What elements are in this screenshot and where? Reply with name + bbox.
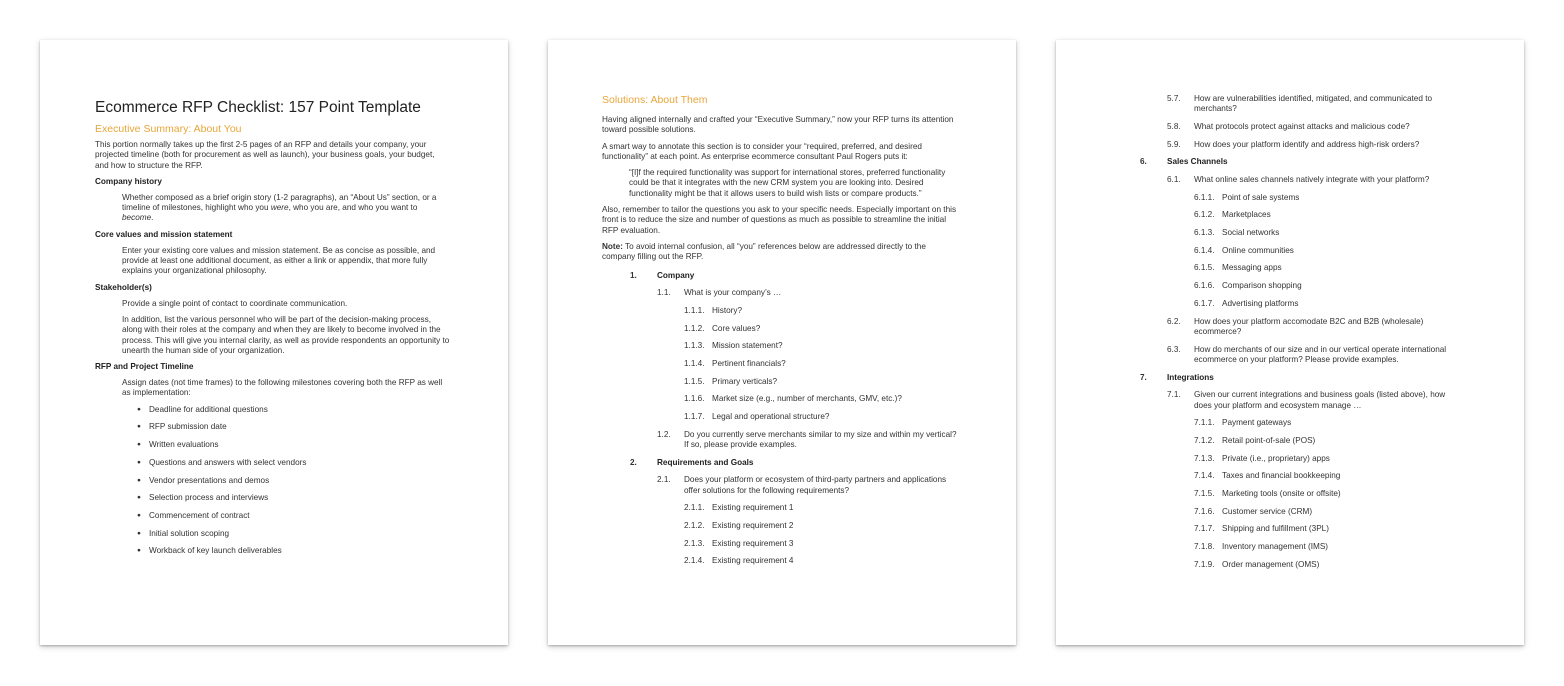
list-item: ● Written evaluations xyxy=(137,440,450,450)
question-list-item xyxy=(602,394,958,404)
question-list-item xyxy=(602,377,958,387)
list-number: 2.1.2. xyxy=(684,521,705,531)
question-list-item xyxy=(602,430,958,451)
list-number: 2.1.1. xyxy=(684,503,705,513)
solutions-paragraph-1: Having aligned internally and crafted your “Executive Summary,” now your RFP turns its attention toward possible solutions. xyxy=(602,115,954,135)
list-number: 7.1.4. xyxy=(1194,471,1215,481)
question-list-item xyxy=(1112,345,1464,366)
list-text: Advertising platforms xyxy=(1222,298,1299,308)
question-list-item xyxy=(1112,246,1464,256)
list-text: What protocols protect against attacks and malicious code? xyxy=(1194,121,1410,131)
question-list-item xyxy=(1112,454,1464,464)
list-number: 6.1.3. xyxy=(1194,228,1215,238)
list-number: 7. xyxy=(1140,372,1147,382)
list-item: ● Commencement of contract xyxy=(137,511,450,521)
question-list-item xyxy=(1112,317,1464,338)
question-list-item xyxy=(602,475,958,496)
question-list-item xyxy=(1112,94,1464,115)
section-list-item xyxy=(1112,157,1464,167)
list-number: 6.1.2. xyxy=(1194,210,1215,220)
question-list-item xyxy=(1112,193,1464,203)
question-list-item xyxy=(1112,489,1464,499)
list-text: How do merchants of our size and in our vertical operate international ecommerce on your platform? Please provide examples. xyxy=(1194,344,1447,364)
list-number: 7.1.8. xyxy=(1194,542,1215,551)
question-list-item xyxy=(1112,542,1464,552)
list-text: Primary verticals? xyxy=(712,376,778,386)
question-list-item xyxy=(1112,122,1464,132)
list-text: Given our current integrations and business goals (listed above), how does your platform and ecosystem manage … xyxy=(1194,390,1446,410)
list-number: 1.1.6. xyxy=(684,394,705,404)
list-number: 7.1. xyxy=(1167,390,1181,400)
list-text: How does your platform accomodate B2C and B2B (wholesale) ecommerce? xyxy=(1194,316,1424,336)
question-list-item xyxy=(1112,210,1464,220)
list-text: Existing requirement 2 xyxy=(712,521,794,531)
list-number: 7.1.1. xyxy=(1194,418,1215,428)
question-list-item xyxy=(602,324,958,334)
question-list-item xyxy=(1112,507,1464,517)
list-text: Online communities xyxy=(1222,245,1294,255)
question-list-item xyxy=(602,556,958,566)
note-paragraph: Note: To avoid internal confusion, all “you” references below are addressed directly to the company filling out the RFP. xyxy=(602,241,926,262)
list-number: 7.1.6. xyxy=(1194,506,1215,516)
list-number: 1.1.4. xyxy=(684,359,705,368)
list-number: 5.9. xyxy=(1167,139,1181,149)
section-heading-executive-summary: Executive Summary: About You xyxy=(95,123,242,135)
list-number: 6.3. xyxy=(1167,344,1181,354)
list-text: Does your platform or ecosystem of third-party partners and applications offer solutions for the following requirements? xyxy=(684,475,947,495)
list-text: Existing requirement 4 xyxy=(712,556,794,566)
question-list-item xyxy=(1112,140,1464,150)
list-text: What online sales channels natively integrate with your platform? xyxy=(1194,175,1430,185)
list-number: 1.1.1. xyxy=(684,305,705,315)
list-number: 7.1.5. xyxy=(1194,488,1215,498)
list-number: 6.1.1. xyxy=(1194,192,1215,202)
list-number: 7.1.2. xyxy=(1194,435,1215,445)
list-text: Comparison shopping xyxy=(1222,281,1302,291)
section-list-item xyxy=(602,458,958,468)
list-text: Marketplaces xyxy=(1222,210,1271,220)
list-text: Order management (OMS) xyxy=(1222,559,1320,569)
list-item: ● Vendor presentations and demos xyxy=(137,476,450,486)
document-page-1 xyxy=(40,40,508,645)
question-list-item xyxy=(1112,390,1464,411)
list-number: 1.1.7. xyxy=(684,412,705,422)
question-list-item xyxy=(602,341,958,351)
list-text: Private (i.e., proprietary) apps xyxy=(1222,453,1330,463)
timeline-heading: RFP and Project Timeline xyxy=(95,362,194,372)
question-list-item xyxy=(1112,524,1464,534)
document-page-3 xyxy=(1056,40,1524,645)
timeline-text: Assign dates (not time frames) to the following milestones covering both the RFP as well as implementation: xyxy=(122,378,443,398)
list-text: What is your company’s … xyxy=(684,288,782,298)
list-number: 1.2. xyxy=(657,429,671,439)
question-list-item xyxy=(602,306,958,316)
rogers-quote: “[I]f the required functionality was support for international stores, preferred functionality could be that it integrates with the new CRM system you are looking into. Desired functionality might be that it allows users to build wish lists or compare products.” xyxy=(629,168,946,198)
question-list-item xyxy=(602,288,958,298)
list-item: ● Questions and answers with select vendors xyxy=(137,458,450,468)
list-number: 1.1.5. xyxy=(684,376,705,386)
milestone-list xyxy=(137,405,450,557)
list-number: 1. xyxy=(630,270,637,280)
list-number: 2.1.4. xyxy=(684,556,705,566)
list-number: 7.1.3. xyxy=(1194,453,1215,463)
company-history-text: Whether composed as a brief origin story (1-2 paragraphs), an “About Us” section, or a timeline of milestones, highlight who you were, who you are, and who you want to become. xyxy=(122,192,437,223)
list-item: ● Workback of key launch deliverables xyxy=(137,546,450,556)
stakeholders-heading: Stakeholder(s) xyxy=(95,282,152,292)
list-number: 7.1.9. xyxy=(1194,559,1215,569)
list-text: Point of sale systems xyxy=(1222,192,1300,202)
list-text: How does your platform identify and address high-risk orders? xyxy=(1194,139,1420,149)
list-number: 6.1. xyxy=(1167,175,1181,185)
question-list-item xyxy=(602,503,958,513)
solutions-paragraph-2: A smart way to annotate this section is to consider your “required, preferred, and desired functionality” at each point. As enterprise ecommerce consultant Paul Rogers puts it: xyxy=(602,141,922,161)
list-number: 6.2. xyxy=(1167,316,1181,326)
list-text: Market size (e.g., number of merchants, GMV, etc.)? xyxy=(712,394,902,404)
list-text: Mission statement? xyxy=(712,341,783,351)
list-text: Messaging apps xyxy=(1222,263,1282,273)
question-list-item xyxy=(602,359,958,369)
list-text: Existing requirement 3 xyxy=(712,538,794,548)
question-list-item xyxy=(602,539,958,549)
list-item: ● Selection process and interviews xyxy=(137,493,450,503)
list-number: 1.1. xyxy=(657,288,671,298)
question-list-item xyxy=(1112,228,1464,238)
document-page-2 xyxy=(548,40,1016,645)
list-number: 1.1.2. xyxy=(684,323,705,333)
list-text: History? xyxy=(712,305,743,315)
list-number: 2. xyxy=(630,457,637,467)
core-values-heading: Core values and mission statement xyxy=(95,229,233,239)
core-values-text: Enter your existing core values and mission statement. Be as concise as possible, and provide at least one additional document, as either a link or appendix, that more fully explains your organizational philosophy. xyxy=(122,245,436,276)
list-number: 6.1.7. xyxy=(1194,298,1215,308)
list-number: 2.1.3. xyxy=(684,538,705,548)
list-text: Sales Channels xyxy=(1167,157,1228,167)
question-list-item xyxy=(1112,175,1464,185)
list-text: Company xyxy=(657,270,695,280)
list-number: 6. xyxy=(1140,157,1147,167)
list-number: 5.8. xyxy=(1167,121,1181,131)
list-number: 6.1.6. xyxy=(1194,281,1215,291)
question-list xyxy=(602,271,958,567)
question-list-item xyxy=(1112,471,1464,481)
list-text: Legal and operational structure? xyxy=(712,412,830,422)
list-text: Marketing tools (onsite or offsite) xyxy=(1222,488,1341,498)
list-text: Retail point-of-sale (POS) xyxy=(1222,435,1316,445)
question-list-item xyxy=(602,412,958,422)
list-text: Taxes and financial bookkeeping xyxy=(1222,471,1341,481)
company-history-heading: Company history xyxy=(95,176,162,186)
question-list-item xyxy=(1112,436,1464,446)
question-list-item xyxy=(1112,560,1464,570)
list-text: Requirements and Goals xyxy=(657,457,754,467)
list-item: ● Deadline for additional questions xyxy=(137,405,450,415)
section-list-item xyxy=(1112,373,1464,383)
question-list xyxy=(1112,94,1464,570)
question-list-item xyxy=(602,521,958,531)
question-list-item xyxy=(1112,263,1464,273)
section-heading-solutions: Solutions: About Them xyxy=(602,94,708,106)
document-title: Ecommerce RFP Checklist: 157 Point Template xyxy=(95,99,421,116)
list-text: Integrations xyxy=(1167,372,1214,382)
list-text: Existing requirement 1 xyxy=(712,503,794,513)
question-list-item xyxy=(1112,418,1464,428)
list-text: Customer service (CRM) xyxy=(1222,506,1313,516)
list-number: 6.1.4. xyxy=(1194,245,1215,255)
section-list-item xyxy=(602,271,958,281)
list-number: 7.1.7. xyxy=(1194,524,1215,534)
intro-paragraph: This portion normally takes up the first 2-5 pages of an RFP and details your company, your projected timeline (both for procurement as well as launch), your business goals, your budget, and how to structure the RFP. xyxy=(95,140,435,170)
solutions-paragraph-3: Also, remember to tailor the questions you ask to your specific needs. Especially important on this front is to reduce the size and number of questions as much as possible to streamline the initial RFP evaluation. xyxy=(602,205,957,235)
stakeholders-text-1: Provide a single point of contact to coordinate communication. xyxy=(122,298,348,308)
list-item: ● RFP submission date xyxy=(137,422,450,432)
list-item: ● Initial solution scoping xyxy=(137,529,450,539)
question-list-item xyxy=(1112,299,1464,309)
list-text: Payment gateways xyxy=(1222,418,1292,428)
list-text: How are vulnerabilities identified, mitigated, and communicated to merchants? xyxy=(1194,94,1433,114)
list-text: Social networks xyxy=(1222,228,1280,238)
list-text: Shipping and fulfillment (3PL) xyxy=(1222,524,1329,534)
list-number: 5.7. xyxy=(1167,94,1181,103)
list-number: 6.1.5. xyxy=(1194,263,1215,273)
stakeholders-text-2: In addition, list the various personnel who will be part of the decision-making process, along with their roles at the company and when they are likely to become involved in the process. This will give you internal clarity, as well as provide respondents an opportunity to unearth the human side of your organization. xyxy=(122,314,450,355)
question-list-item xyxy=(1112,281,1464,291)
list-text: Pertinent financials? xyxy=(712,359,786,368)
list-text: Inventory management (IMS) xyxy=(1222,542,1329,551)
list-number: 1.1.3. xyxy=(684,341,705,351)
list-number: 2.1. xyxy=(657,475,671,485)
list-text: Do you currently serve merchants similar to my size and within my vertical? If so, please provide examples. xyxy=(684,429,957,450)
list-text: Core values? xyxy=(712,323,761,333)
